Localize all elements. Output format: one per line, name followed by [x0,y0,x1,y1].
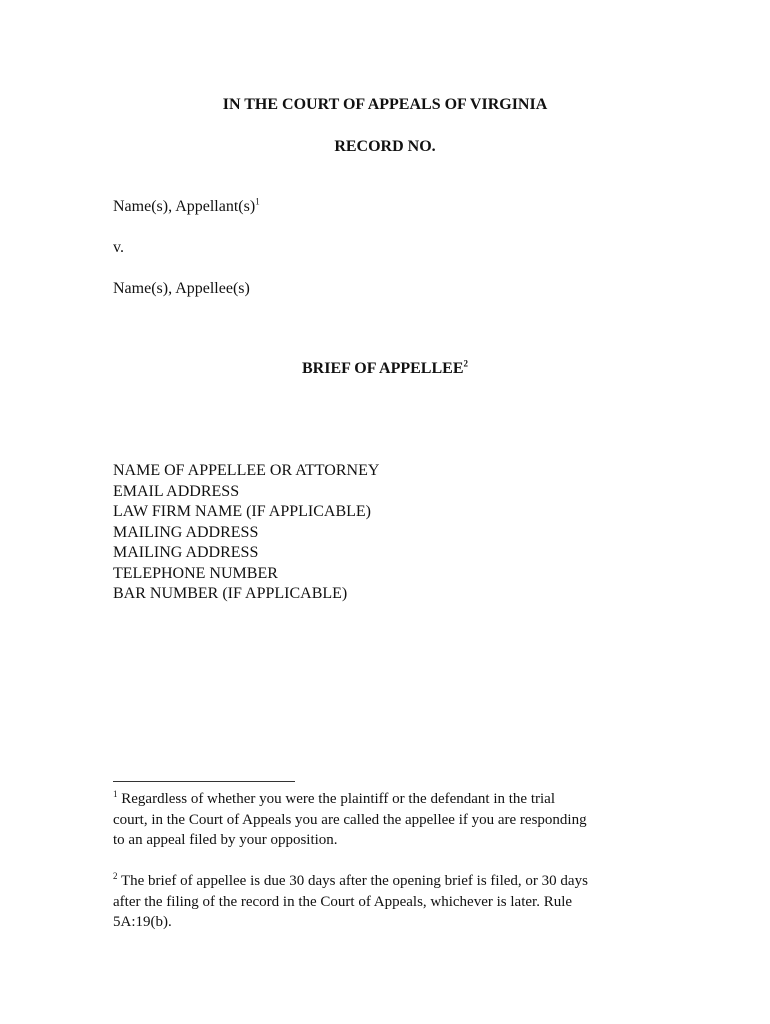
footnote-1-line: court, in the Court of Appeals you are called the appellee if you are responding [113,811,587,828]
appellant-name [113,197,260,217]
versus: v. [113,239,124,256]
footnote-2-line: 5A:19(b). [113,914,172,930]
footnote-2-mark: 2 [113,871,118,881]
contact-line: MAILING ADDRESS [113,523,259,541]
footnote-separator [113,781,295,782]
contact-line: MAILING ADDRESS [113,544,259,561]
contact-line: LAW FIRM NAME (IF APPLICABLE) [113,503,371,520]
record-number: RECORD NO. [334,138,436,155]
contact-line: EMAIL ADDRESS [113,482,240,500]
court-heading: IN THE COURT OF APPEALS OF VIRGINIA [222,96,548,113]
brief-title [0,359,770,379]
appellant-text: Name(s), Appellant(s) [113,198,256,215]
footnote-1-mark: 1 [113,789,118,799]
contact-block [113,461,379,605]
footnote-2-line: after the filing of the record in the Court of Appeals, whichever is later. Rule [113,893,573,910]
appellee-name: Name(s), Appellee(s) [113,280,250,297]
brief-title-text: BRIEF OF APPELLEE [301,360,464,377]
footnote-2 [113,871,673,933]
contact-line: BAR NUMBER (IF APPLICABLE) [113,585,348,602]
contact-line: NAME OF APPELLEE OR ATTORNEY [113,462,380,479]
contact-line: TELEPHONE NUMBER [113,564,278,582]
footnote-ref-1: 1 [255,196,260,207]
footnote-1-line: Regardless of whether you were the plaintiff or the defendant in the trial [117,791,555,807]
footnote-ref-2: 2 [463,358,468,369]
footnote-1-line: to an appeal filed by your opposition. [113,832,338,848]
footnote-1 [113,789,673,851]
footnote-2-line: The brief of appellee is due 30 days after the opening brief is filed, or 30 days [117,873,588,889]
